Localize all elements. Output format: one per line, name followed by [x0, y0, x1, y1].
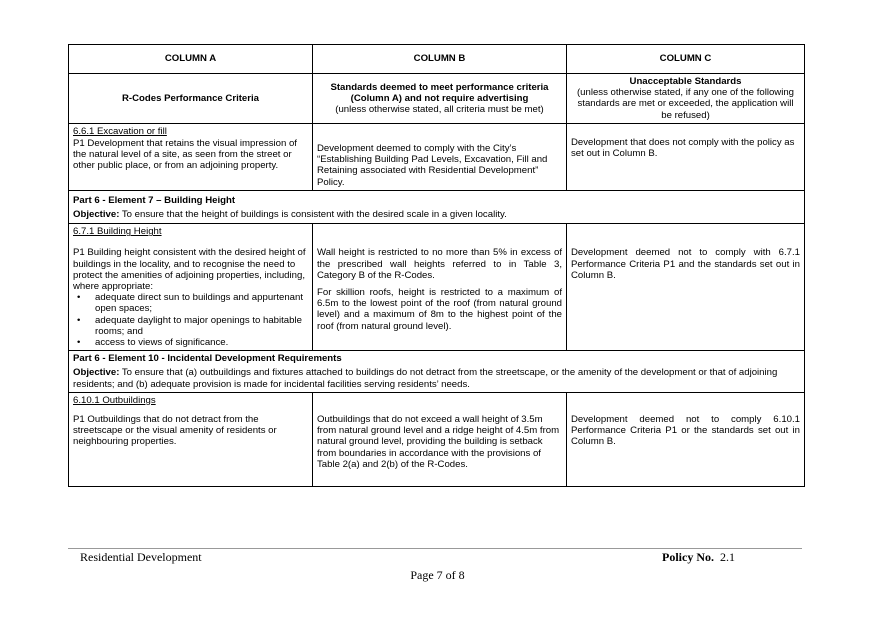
element10-section-row	[69, 351, 805, 393]
column-a-title: R-Codes Performance Criteria	[69, 74, 313, 124]
building-height-col-c: Development deemed not to comply with 6.7.1 Performance Criteria P1 and the standards set out in Column B.	[567, 237, 805, 350]
excavation-row	[69, 137, 805, 190]
element7-objective: Objective: To ensure that the height of buildings is consistent with the desired scale in a given locality.	[73, 209, 507, 221]
column-b-title	[313, 74, 567, 124]
building-height-col-a	[69, 237, 313, 350]
building-height-bullet: • adequate daylight to major openings to habitable rooms; and	[95, 315, 308, 337]
element7-title: Part 6 - Element 7 – Building Height	[73, 194, 236, 206]
policy-table	[68, 44, 805, 487]
outbuildings-col-b: Outbuildings that do not exceed a wall height of 3.5m from natural ground level and a ridge height of 4.5m from natural ground level, providing the building is setback from boundaries in accordance with the provisions of Table 2(a) and 2(b) of the R-Codes.	[313, 406, 567, 487]
outbuildings-col-a: P1 Outbuildings that do not detract from the streetscape or the visual amenity of residents or neighbouring properties.	[69, 406, 313, 487]
page-number: Page 7 of 8	[410, 568, 465, 582]
outbuildings-heading: 6.10.1 Outbuildings	[73, 394, 156, 406]
building-height-heading-row	[69, 224, 805, 238]
footer-divider	[68, 548, 802, 549]
column-header-row	[69, 45, 805, 74]
building-height-col-b-p1: Wall height is restricted to no more than 5% in excess of the prescribed wall heights referred to in Table 3, Category B of the R-Codes.	[317, 247, 562, 281]
building-height-bullets	[73, 292, 308, 348]
footer-policy-number	[662, 550, 735, 565]
column-c-note: (unless otherwise stated, if any one of the following standards are met or exceeded, the application will be refused)	[576, 87, 795, 121]
outbuildings-col-c: Development deemed not to comply 6.10.1 Performance Criteria P1 or the standards set out in Column B.	[567, 406, 805, 487]
building-height-heading: 6.7.1 Building Height	[73, 226, 162, 238]
excavation-heading-row	[69, 123, 805, 137]
excavation-col-c: Development that does not comply with the policy as set out in Column B.	[567, 137, 805, 190]
footer-policy-value: 2.1	[720, 550, 735, 564]
building-height-col-b-p2: For skillion roofs, height is restricted to a maximum of 6.5m to the lowest point of the roof (from natural ground level) and a maximum of 8m to the highest point of the roof (from natural ground level).	[317, 287, 562, 332]
element10-objective: Objective: To ensure that (a) outbuildings and fixtures attached to buildings do not detract from the streetscape, or the amenity of the development or that of adjoining residents; and (b) adequate provision is made for incidental facilities serving residents’ needs.	[73, 367, 778, 390]
column-b-header: COLUMN B	[313, 45, 567, 74]
building-height-bullet: • adequate direct sun to buildings and appurtenant open spaces;	[95, 292, 308, 314]
column-title-row	[69, 74, 805, 124]
column-c-header: COLUMN C	[567, 45, 805, 74]
outbuildings-heading-row	[69, 392, 805, 406]
building-height-col-b	[313, 237, 567, 350]
outbuildings-row	[69, 406, 805, 487]
element10-title: Part 6 - Element 10 - Incidental Development Requirements	[73, 353, 342, 365]
element7-section-row	[69, 190, 805, 223]
building-height-row	[69, 237, 805, 350]
column-b-note: (unless otherwise stated, all criteria must be met)	[335, 104, 544, 115]
building-height-bullet: • access to views of significance.	[95, 337, 308, 348]
building-height-intro: P1 Building height consistent with the desired height of buildings in the locality, and to recognise the need to protect the amenities of adjoining properties, including, where appropriate:	[73, 247, 306, 293]
footer-policy-label: Policy No.	[662, 550, 714, 564]
column-b-title-text: Standards deemed to meet performance criteria (Column A) and not require advertising	[330, 81, 549, 104]
column-c-title-text: Unacceptable Standards	[629, 76, 742, 87]
excavation-col-b: Development deemed to comply with the City’s “Establishing Building Pad Levels, Excavation, Fill and Retaining associated with Residential Development” Policy.	[313, 137, 567, 190]
excavation-heading: 6.6.1 Excavation or fill	[73, 125, 167, 137]
column-c-title	[567, 74, 805, 124]
footer-document-title: Residential Development	[80, 550, 202, 564]
excavation-col-a: P1 Development that retains the visual impression of the natural level of a site, as seen from the street or other public place, or from an adjoining property.	[69, 137, 313, 190]
column-a-header: COLUMN A	[69, 45, 313, 74]
